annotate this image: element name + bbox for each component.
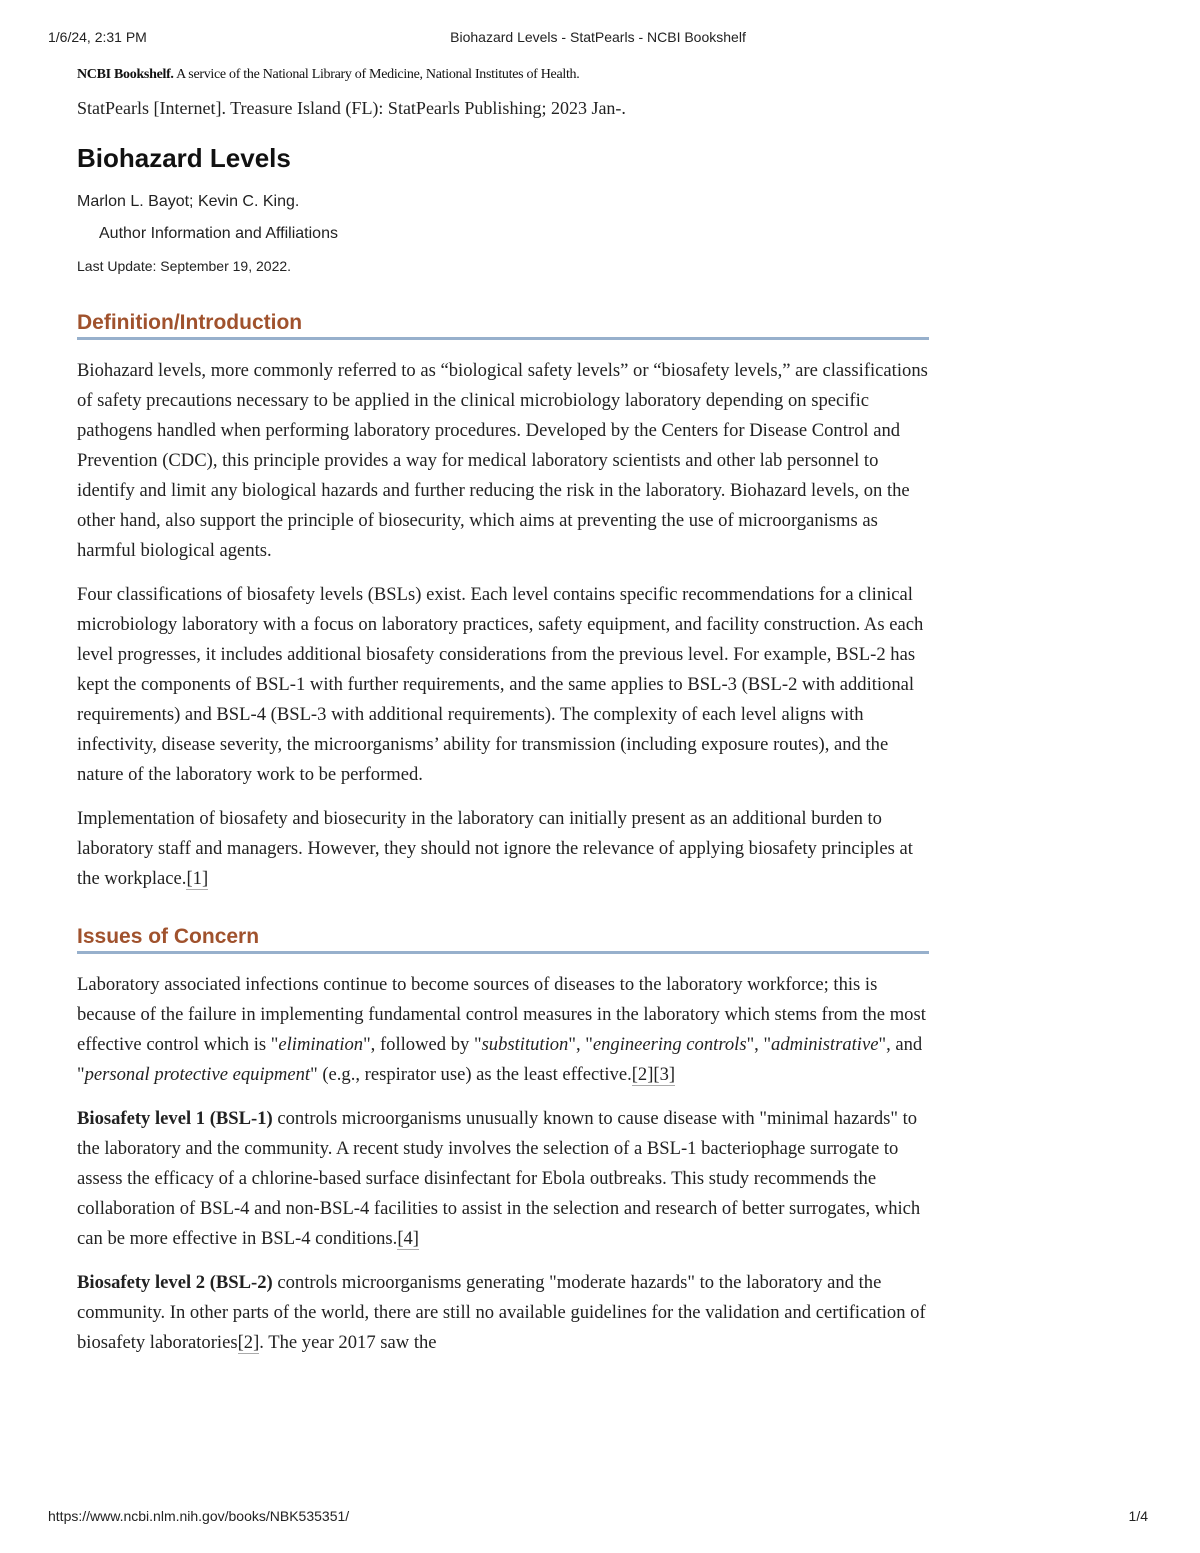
print-url: https://www.ncbi.nlm.nih.gov/books/NBK535351/	[48, 1508, 350, 1524]
emphasis: engineering controls	[592, 1034, 747, 1055]
paragraph: Four classifications of biosafety levels (BSLs) exist. Each level contains specific recommendations for a clinical microbiology laboratory with a focus on laboratory practices, safety equipment, and facility construction. As each level progresses, it includes additional biosafety considerations from the previous level. For example, BSL-2 has kept the components of BSL-1 with further requirements, and the same applies to BSL-3 (BSL-2 with additional requirements) and BSL-4 (BSL-3 with additional requirements). The complexity of each level aligns with infectivity, disease severity, the microorganisms’ ability for transmission (including exposure routes), and the nature of the laboratory work to be performed.	[77, 584, 924, 785]
paragraph-bsl2	[77, 1268, 929, 1358]
last-update: Last Update: September 19, 2022.	[77, 258, 292, 274]
text-run: controls microorganisms unusually known to cause disease with "minimal hazards" to the laboratory and the community. A recent study involves the selection of a BSL-1 bacteriophage surrogate to assess the efficacy of a chlorine-based surface disinfectant for Ebola outbreaks. This study recommends the collaboration of BSL-4 and non-BSL-4 facilities to assist in the selection and research of better surrogates, which can be more effective in BSL-4 conditions.	[77, 1108, 921, 1249]
paragraph-text: Implementation of biosafety and biosecurity in the laboratory can initially present as an additional burden to laboratory staff and managers. However, they should not ignore the relevance of applying biosafety principles at the workplace.	[77, 808, 913, 889]
banner-text: A service of the National Library of Medicine, National Institutes of Health.	[173, 67, 580, 82]
reference-link[interactable]: [2]	[237, 1332, 260, 1353]
bsl1-label: Biosafety level 1 (BSL-1)	[77, 1108, 273, 1129]
reference-link[interactable]: [3]	[653, 1064, 676, 1085]
text-run: controls microorganisms generating "moderate hazards" to the laboratory and the community. In other parts of the world, there are still no available guidelines for the validation and certification of biosafety laboratories	[77, 1272, 926, 1353]
reference-link[interactable]: [2]	[631, 1064, 654, 1085]
reference-link[interactable]: [4]	[397, 1228, 419, 1249]
text-run: . The year 2017 saw the	[259, 1332, 437, 1353]
section-issues	[77, 970, 929, 1358]
ncbi-banner	[77, 67, 929, 83]
paragraph-bsl1	[77, 1104, 929, 1254]
text-run: " (e.g., respirator use) as the least effective.	[310, 1064, 632, 1085]
print-page-number: 1/4	[1128, 1508, 1148, 1524]
paragraph	[77, 804, 929, 894]
page-title: Biohazard Levels	[77, 143, 291, 173]
emphasis: personal protective equipment	[84, 1064, 311, 1085]
text-run: ", "	[746, 1034, 772, 1055]
bookshelf-brand[interactable]: NCBI Bookshelf.	[77, 67, 174, 82]
print-doc-title: Biohazard Levels - StatPearls - NCBI Bookshelf	[450, 29, 746, 45]
authors: Marlon L. Bayot; Kevin C. King.	[77, 193, 300, 210]
print-datetime: 1/6/24, 2:31 PM	[48, 29, 147, 45]
bsl2-label: Biosafety level 2 (BSL-2)	[77, 1272, 273, 1293]
section-definition	[77, 356, 929, 894]
print-footer	[48, 1508, 1148, 1526]
text-run: ", followed by "	[363, 1034, 482, 1055]
citation: StatPearls [Internet]. Treasure Island (FL): StatPearls Publishing; 2023 Jan-.	[77, 98, 626, 118]
emphasis: substitution	[481, 1034, 569, 1055]
section-heading-definition: Definition/Introduction	[77, 310, 929, 340]
paragraph	[77, 970, 929, 1090]
reference-link[interactable]: [1]	[186, 868, 209, 889]
paragraph: Biohazard levels, more commonly referred to as “biological safety levels” or “biosafety levels,” are classifications of safety precautions necessary to be applied in the clinical microbiology laboratory depending on specific pathogens handled when performing laboratory procedures. Developed by the Centers for Disease Control and Prevention (CDC), this principle provides a way for medical laboratory scientists and other lab personnel to identify and limit any biological hazards and further reducing the risk in the laboratory. Biohazard levels, on the other hand, also support the principle of biosecurity, which aims at preventing the use of microorganisms as harmful biological agents.	[77, 360, 928, 561]
text-run: Laboratory associated infections continue to become sources of diseases to the laboratory workforce; this is because of the failure in implementing fundamental control measures in the laboratory which stems from the most effective control which is "	[77, 974, 926, 1055]
article-content	[77, 60, 929, 1358]
emphasis: administrative	[771, 1034, 879, 1055]
author-affiliations-link[interactable]: Author Information and Affiliations	[99, 225, 338, 242]
section-heading-issues: Issues of Concern	[77, 924, 929, 954]
print-header	[48, 29, 1148, 47]
text-run: ", and "	[77, 1034, 923, 1085]
text-run: ", "	[568, 1034, 593, 1055]
emphasis: elimination	[278, 1034, 364, 1055]
